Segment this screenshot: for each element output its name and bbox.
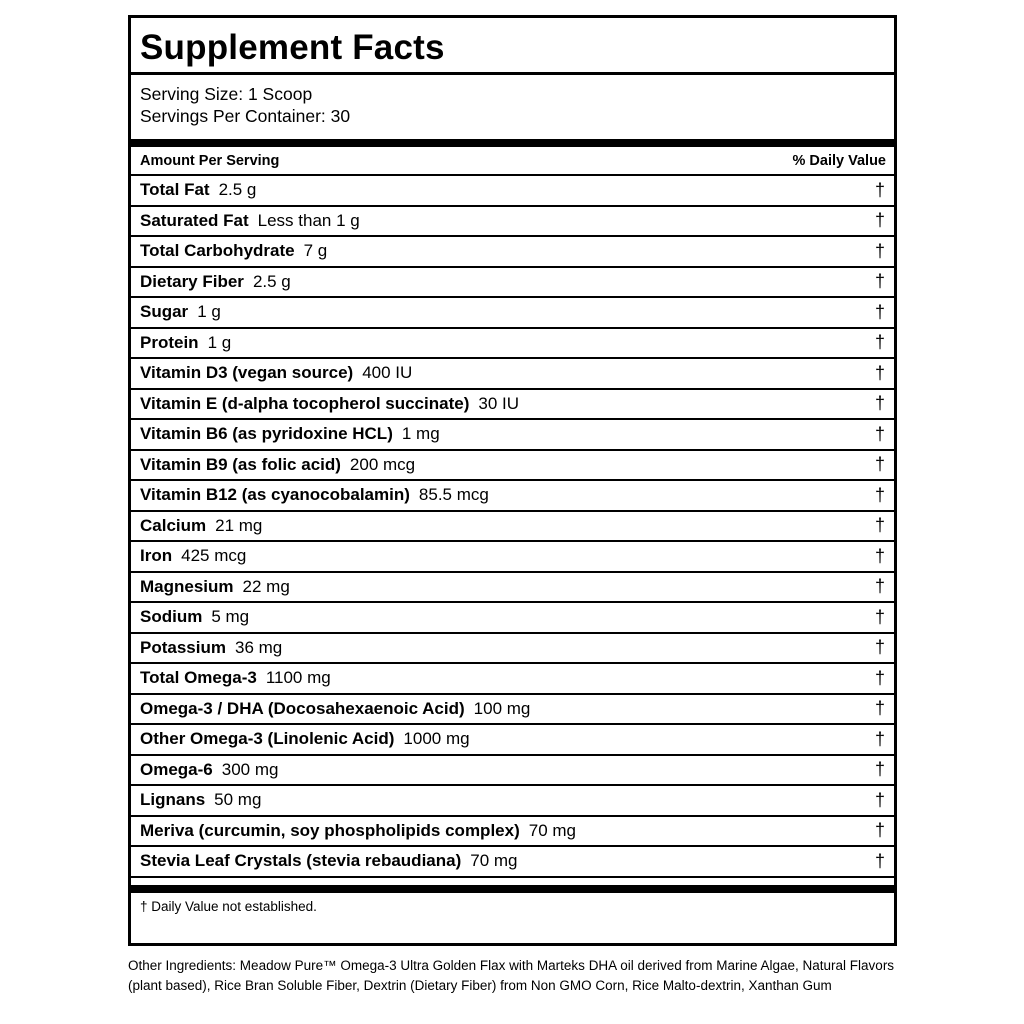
daily-value-dagger: † xyxy=(874,454,885,475)
nutrient-amount: 85.5 mcg xyxy=(418,485,489,505)
nutrient-label xyxy=(140,180,256,200)
column-header-row xyxy=(131,147,894,176)
nutrient-row xyxy=(131,634,894,665)
nutrient-row xyxy=(131,786,894,817)
other-ingredients: Other Ingredients: Meadow Pure™ Omega-3 Ultra Golden Flax with Marteks DHA oil derived from Marine Algae, Natural Flavors (plant based), Rice Bran Soluble Fiber, Dextrin (Dietary Fiber) from Non GMO Corn, Rice Malto-dextrin, Xanthan Gum xyxy=(128,958,895,993)
nutrient-label xyxy=(140,516,262,536)
footnote: † Daily Value not established. xyxy=(140,898,317,914)
daily-value-dagger: † xyxy=(874,698,885,719)
daily-value-dagger: † xyxy=(874,423,885,444)
nutrient-amount: 70 mg xyxy=(528,820,576,840)
nutrient-name: Iron xyxy=(140,546,173,566)
nutrient-amount: 7 g xyxy=(303,241,328,261)
daily-value-dagger: † xyxy=(874,667,885,688)
nutrient-amount: 1100 mg xyxy=(265,668,331,688)
nutrient-row xyxy=(131,268,894,299)
daily-value-dagger: † xyxy=(874,515,885,536)
daily-value-dagger: † xyxy=(874,240,885,261)
nutrient-row xyxy=(131,542,894,573)
nutrient-name: Omega-6 xyxy=(140,759,213,779)
nutrient-amount: 5 mg xyxy=(211,607,250,627)
nutrient-row xyxy=(131,481,894,512)
nutrient-name: Calcium xyxy=(140,515,207,535)
nutrient-name: Vitamin B9 (as folic acid) xyxy=(140,454,341,474)
daily-value-dagger: † xyxy=(874,637,885,658)
nutrient-amount: 100 mg xyxy=(473,698,531,718)
nutrient-row xyxy=(131,725,894,756)
nutrient-label xyxy=(140,546,246,566)
nutrient-name: Vitamin E (d-alpha tocopherol succinate) xyxy=(140,393,470,413)
nutrient-label xyxy=(140,851,518,871)
nutrient-row xyxy=(131,664,894,695)
daily-value-dagger: † xyxy=(874,179,885,200)
nutrient-name: Saturated Fat xyxy=(140,210,249,230)
nutrient-name: Magnesium xyxy=(140,576,234,596)
nutrient-amount: 50 mg xyxy=(214,790,262,810)
daily-value-dagger: † xyxy=(874,210,885,231)
daily-value-dagger: † xyxy=(874,789,885,810)
nutrient-row xyxy=(131,359,894,390)
nutrient-label xyxy=(140,241,327,261)
nutrient-amount: 300 mg xyxy=(221,759,279,779)
daily-value-dagger: † xyxy=(874,545,885,566)
servings-per-container: Servings Per Container: 30 xyxy=(140,106,351,126)
amount-per-serving-header: Amount Per Serving xyxy=(140,152,280,169)
nutrient-amount: 70 mg xyxy=(470,851,518,871)
nutrient-row xyxy=(131,603,894,634)
nutrient-row xyxy=(131,756,894,787)
nutrient-amount: Less than 1 g xyxy=(257,210,360,230)
nutrient-name: Vitamin B6 (as pyridoxine HCL) xyxy=(140,424,393,444)
nutrient-row xyxy=(131,390,894,421)
nutrient-label xyxy=(140,272,291,292)
daily-value-dagger: † xyxy=(874,728,885,749)
daily-value-dagger: † xyxy=(874,484,885,505)
nutrient-amount: 1 mg xyxy=(401,424,440,444)
supplement-facts-panel xyxy=(128,15,897,946)
thick-divider xyxy=(131,139,894,147)
nutrient-name: Vitamin B12 (as cyanocobalamin) xyxy=(140,485,410,505)
nutrient-label xyxy=(140,363,412,383)
nutrient-label xyxy=(140,821,576,841)
daily-value-header: % Daily Value xyxy=(792,152,886,169)
nutrient-row xyxy=(131,176,894,207)
nutrient-name: Total Fat xyxy=(140,180,210,200)
nutrient-label xyxy=(140,729,470,749)
serving-info xyxy=(131,75,894,139)
nutrient-row xyxy=(131,451,894,482)
nutrient-amount: 1000 mg xyxy=(403,729,470,749)
nutrient-name: Sodium xyxy=(140,607,203,627)
nutrient-label xyxy=(140,455,415,475)
daily-value-dagger: † xyxy=(874,393,885,414)
nutrient-name: Total Omega-3 xyxy=(140,668,257,688)
nutrient-label xyxy=(140,607,249,627)
nutrient-label xyxy=(140,699,530,719)
nutrient-amount: 400 IU xyxy=(362,363,413,383)
nutrient-row xyxy=(131,298,894,329)
daily-value-dagger: † xyxy=(874,606,885,627)
nutrient-label xyxy=(140,485,489,505)
nutrient-label xyxy=(140,424,440,444)
nutrient-row xyxy=(131,573,894,604)
nutrient-amount: 2.5 g xyxy=(218,180,257,200)
nutrient-amount: 22 mg xyxy=(242,576,290,596)
nutrient-label xyxy=(140,790,261,810)
daily-value-dagger: † xyxy=(874,576,885,597)
nutrient-row xyxy=(131,512,894,543)
nutrient-label xyxy=(140,577,290,597)
nutrient-row xyxy=(131,847,894,878)
nutrient-label xyxy=(140,211,360,231)
daily-value-dagger: † xyxy=(874,759,885,780)
nutrient-name: Omega-3 / DHA (Docosahexaenoic Acid) xyxy=(140,698,465,718)
nutrient-amount: 1 g xyxy=(207,332,232,352)
nutrient-name: Total Carbohydrate xyxy=(140,241,295,261)
nutrient-row xyxy=(131,237,894,268)
nutrient-label xyxy=(140,302,221,322)
daily-value-dagger: † xyxy=(874,362,885,383)
nutrient-amount: 1 g xyxy=(197,302,221,322)
nutrient-label xyxy=(140,760,278,780)
nutrient-label xyxy=(140,638,282,658)
daily-value-dagger: † xyxy=(874,850,885,871)
panel-title: Supplement Facts xyxy=(131,18,894,75)
nutrient-row xyxy=(131,420,894,451)
nutrient-name: Meriva (curcumin, soy phospholipids complex) xyxy=(140,820,520,840)
nutrient-row xyxy=(131,695,894,726)
bottom-thick-divider xyxy=(131,885,894,893)
nutrient-name: Lignans xyxy=(140,790,206,810)
nutrient-name: Stevia Leaf Crystals (stevia rebaudiana) xyxy=(140,851,462,871)
nutrient-row xyxy=(131,329,894,360)
daily-value-dagger: † xyxy=(874,271,885,292)
nutrient-label xyxy=(140,333,231,353)
nutrient-amount: 2.5 g xyxy=(252,271,291,291)
nutrient-name: Dietary Fiber xyxy=(140,271,244,291)
nutrient-label xyxy=(140,668,331,688)
daily-value-dagger: † xyxy=(874,301,885,322)
nutrient-rows xyxy=(131,176,894,878)
nutrient-label xyxy=(140,394,519,414)
nutrient-amount: 36 mg xyxy=(234,637,283,657)
nutrient-name: Vitamin D3 (vegan source) xyxy=(140,363,354,383)
nutrient-name: Other Omega-3 (Linolenic Acid) xyxy=(140,729,395,749)
nutrient-name: Sugar xyxy=(140,302,189,322)
nutrient-amount: 200 mcg xyxy=(349,454,416,474)
daily-value-dagger: † xyxy=(874,332,885,353)
nutrient-name: Protein xyxy=(140,332,199,352)
nutrient-row xyxy=(131,207,894,238)
nutrient-amount: 425 mcg xyxy=(181,546,247,566)
nutrient-amount: 30 IU xyxy=(478,393,519,413)
daily-value-dagger: † xyxy=(874,820,885,841)
nutrient-name: Potassium xyxy=(140,637,226,657)
nutrient-row xyxy=(131,817,894,848)
nutrient-amount: 21 mg xyxy=(215,515,263,535)
serving-size: Serving Size: 1 Scoop xyxy=(140,84,313,104)
